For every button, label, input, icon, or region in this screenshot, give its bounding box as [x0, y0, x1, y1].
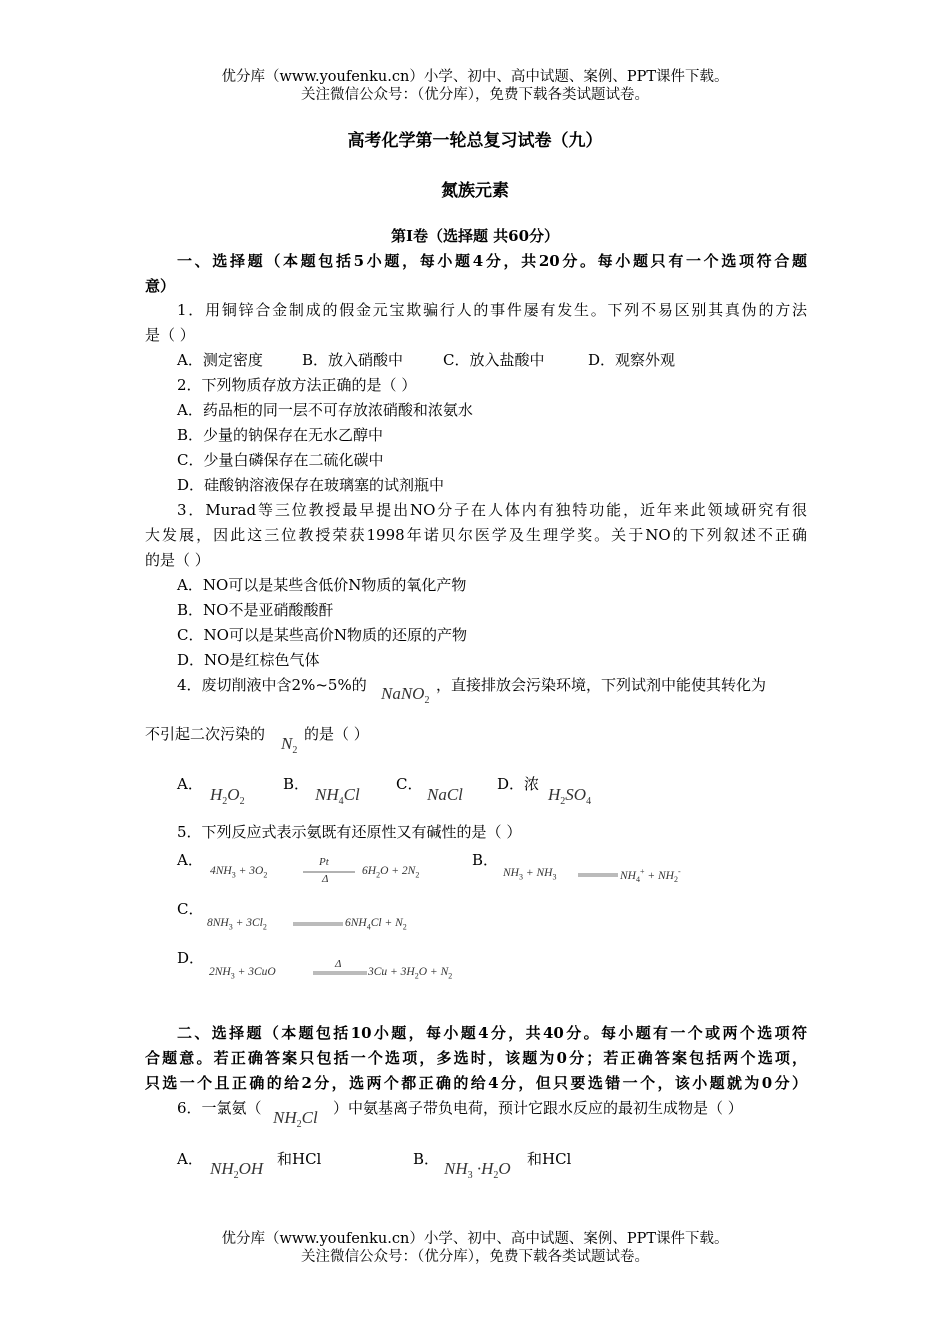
formula-nh2cl: $NH_2Cl$ — [273, 1108, 318, 1130]
q6-stem-part2: ）中氨基离子带负电荷，预计它跟水反应的最初生成物是（ ） — [333, 1099, 743, 1117]
q5-option-a-label: A． — [177, 851, 203, 869]
q3-option-c: C．NO可以是某些高价N物质的还原的产物 — [177, 626, 468, 644]
q1-option-c: C．放入盐酸中 — [443, 351, 545, 369]
section2-instructions-line3: 只选一个且正确的给2分，选两个都正确的给4分，但只要选错一个，该小题就为0分） — [145, 1074, 807, 1092]
formula-n2: $N_2$ — [281, 734, 298, 756]
q4-option-a-label: A． — [177, 775, 203, 793]
q5-eq-b-equals — [578, 873, 618, 877]
part1-heading: 第Ⅰ卷（选择题 共60分） — [390, 227, 560, 245]
q3-stem-line3: 的是（ ） — [145, 551, 210, 569]
q5-eq-a-arrow — [303, 870, 355, 874]
q1-option-a: A．测定密度 — [177, 351, 263, 369]
q5-stem: 5．下列反应式表示氨既有还原性又有碱性的是（ ） — [177, 823, 522, 841]
q1-option-d: D．观察外观 — [588, 351, 676, 369]
footer-watermark-line2: 关注微信公众号：（优分库），免费下载各类试题试卷。 — [301, 1249, 649, 1265]
q3-option-d: D．NO是红棕色气体 — [177, 651, 320, 669]
q5-eq-c-right: $6NH_4Cl + N_2$ — [345, 917, 407, 932]
q3-option-a: A．NO可以是某些含低价N物质的氧化产物 — [177, 576, 467, 594]
formula-nh4cl: $NH_4Cl$ — [315, 785, 360, 807]
q5-eq-d-right: $3Cu + 3H_2O + N_2$ — [368, 966, 453, 981]
formula-nano2: NaNO$_2$ — [381, 684, 430, 706]
q6-option-b-text: 和HCl — [527, 1150, 572, 1168]
q4-stem-part1: 4．废切削液中含2%~5%的 — [177, 676, 367, 694]
q2-option-a: A．药品柜的同一层不可存放浓硝酸和浓氨水 — [177, 401, 473, 419]
q2-option-b: B．少量的钠保存在无水乙醇中 — [177, 426, 384, 444]
q4-option-c-label: C． — [396, 775, 423, 793]
q4-stem-part2: ，直接排放会污染环境，下列试剂中能使其转化为 — [436, 676, 767, 694]
section2-instructions-line1: 二、选择题（本题包括10小题，每小题4分，共40分。每小题有一个或两个选项符 — [177, 1024, 807, 1042]
formula-h2so4: $H_2SO_4$ — [548, 785, 592, 807]
q5-eq-a-left: $4NH_3 + 3O_2$ — [210, 865, 268, 880]
section1-instructions-line2: 意） — [145, 277, 176, 295]
q5-eq-c-equals — [293, 922, 343, 926]
q5-eq-a-catalyst: Pt — [319, 856, 329, 868]
header-watermark-line1: 优分库（www.youfenku.cn）小学、初中、高中试题、案例、PPT课件下载。 — [221, 69, 729, 85]
header-watermark-line2: 关注微信公众号：（优分库），免费下载各类试题试卷。 — [301, 87, 649, 103]
q5-eq-d-heat: Δ — [335, 958, 342, 970]
q6-stem-part1: 6．一氯氨（ — [177, 1099, 262, 1117]
q2-stem: 2．下列物质存放方法正确的是（ ） — [177, 376, 417, 394]
q6-option-b-label: B． — [413, 1150, 440, 1168]
q1-stem-line1: 1．用铜锌合金制成的假金元宝欺骗行人的事件屡有发生。下列不易区别其真伪的方法 — [177, 301, 807, 319]
q1-option-b: B．放入硝酸中 — [302, 351, 404, 369]
q5-eq-d-equals — [313, 971, 367, 975]
q3-stem-line1: 3．Murad等三位教授最早提出NO分子在人体内有独特功能，近年来此领域研究有很 — [177, 501, 807, 519]
q4-stem-line2a: 不引起二次污染的 — [145, 725, 266, 743]
q5-eq-d-left: $2NH_3 + 3CuO$ — [209, 966, 276, 981]
footer-watermark-line1: 优分库（www.youfenku.cn）小学、初中、高中试题、案例、PPT课件下载。 — [221, 1231, 729, 1247]
section1-instructions-line1: 一、选择题（本题包括5小题，每小题4分，共20分。每小题只有一个选项符合题 — [177, 252, 807, 270]
page-subtitle: 氮族元素 — [441, 181, 509, 201]
q2-option-d: D．硅酸钠溶液保存在玻璃塞的试剂瓶中 — [177, 476, 445, 494]
q1-stem-line2: 是（ ） — [145, 326, 195, 344]
q5-eq-a-heat: Δ — [322, 873, 329, 885]
q5-eq-a-right: $6H_2O + 2N_2$ — [362, 865, 420, 880]
q5-eq-b-left: $NH_3 + NH_3$ — [503, 867, 557, 882]
q5-option-c-label: C． — [177, 900, 204, 918]
section2-instructions-line2: 合题意。若正确答案只包括一个选项，多选时，该题为0分；若正确答案包括两个选项， — [145, 1049, 807, 1067]
q5-option-d-label: D． — [177, 949, 205, 967]
q4-option-d-label: D．浓 — [497, 775, 540, 793]
q4-option-b-label: B． — [283, 775, 310, 793]
formula-nh3-h2o: $NH_3 \cdot H_2O$ — [444, 1159, 511, 1181]
q5-eq-b-right: $NH_4^+ + NH_2^-$ — [620, 867, 681, 885]
formula-nacl: NaCl — [427, 785, 463, 804]
q4-stem-line2b: 的是（ ） — [304, 725, 369, 743]
q3-stem-line2: 大发展，因此这三位教授荣获1998年诺贝尔医学及生理学奖。关于NO的下列叙述不正确 — [145, 526, 807, 544]
q5-option-b-label: B． — [472, 851, 499, 869]
formula-h2o2: $H_2O_2$ — [210, 785, 245, 807]
page-title: 高考化学第一轮总复习试卷（九） — [347, 131, 603, 151]
q3-option-b: B．NO不是亚硝酸酸酐 — [177, 601, 334, 619]
q2-option-c: C．少量白磷保存在二硫化碳中 — [177, 451, 384, 469]
q6-option-a-label: A． — [177, 1150, 203, 1168]
formula-nh2oh: $NH_2OH$ — [210, 1159, 264, 1181]
q6-option-a-text: 和HCl — [277, 1150, 322, 1168]
q5-eq-c-left: $8NH_3 + 3Cl_2$ — [207, 917, 267, 932]
